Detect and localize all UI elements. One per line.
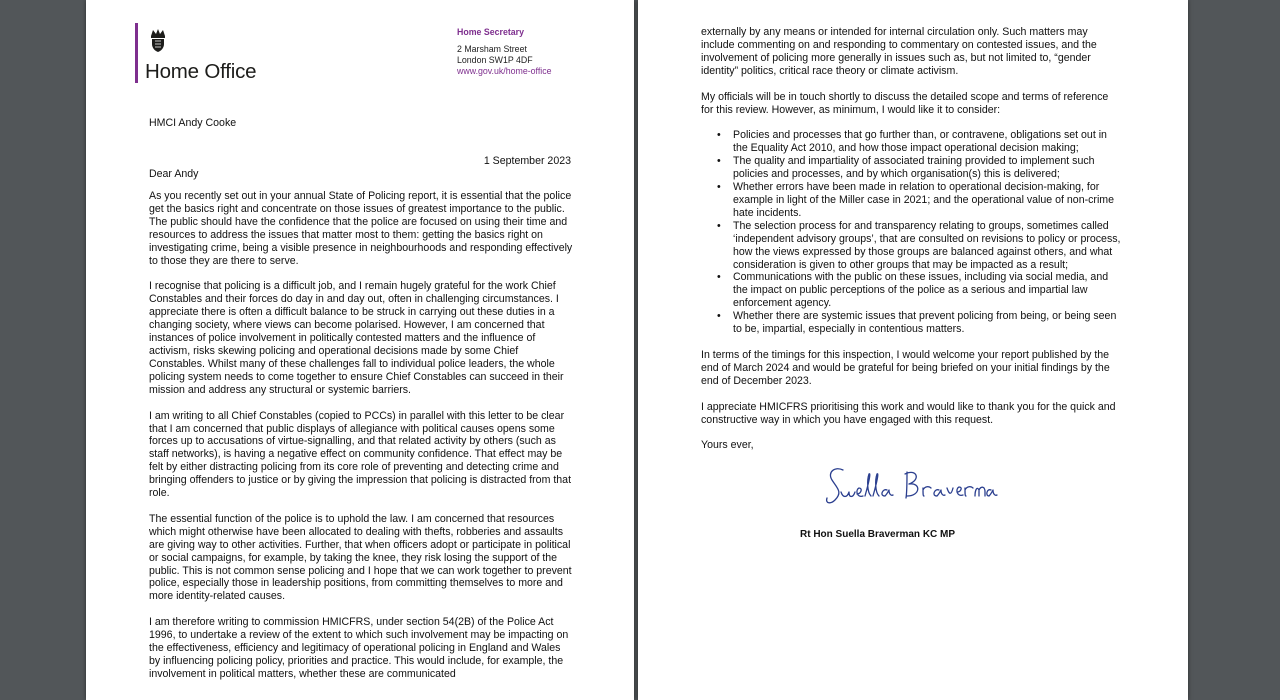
letter-body-left bbox=[149, 190, 574, 694]
logo-text: Home Office bbox=[145, 60, 257, 83]
letter-page-2 bbox=[638, 0, 1188, 700]
body-paragraph: In terms of the timings for this inspection, I would welcome your report published by the end of March 2024 and would be grateful for being briefed on your initial findings by the end of December 2023. bbox=[701, 348, 1110, 387]
address-line-2: London SW1P 4DF bbox=[457, 55, 533, 65]
closing: Yours ever, bbox=[701, 439, 754, 452]
list-item: • The selection process for and transparency relating to groups, sometimes called ‘independent advisory groups’, that are consulted on revisions to policy or process, how the views expressed by those groups are balanced against others, and what consideration is given to other groups that may be impacted as a result; bbox=[733, 220, 1121, 272]
body-paragraph: I am writing to all Chief Constables (copied to PCCs) in parallel with this letter to be clear that I am concerned that public displays of allegiance with political causes opens some forces up to accusations of virtue-signalling, and that related activity by others (such as staff networks), is having a negative effect on community confidence. That effect may be felt by either distracting policing from its core role of preventing and detecting crime and bringing offenders to justice or by giving the impression that policing is distracted from that role. bbox=[149, 409, 572, 500]
body-paragraph: The essential function of the police is to uphold the law. I am concerned that resources which might otherwise have been allocated to dealing with thefts, robberies and assaults are giving way to other activities. Further, that when officers adopt or participate in political or social campaigns, for example, by taking the knee, they risk losing the support of the public. This is not common sense policing and I hope that we can work together to prevent police, especially those in leadership positions, from committing themselves to more and more identity-related causes. bbox=[149, 512, 572, 603]
body-paragraph: externally by any means or intended for internal circulation only. Such matters may include commenting on and responding to commentary on contested issues, and the involvement of policing more generally in issues such as, but not limited to, “gender identity” politics, critical race theory or climate activism. bbox=[701, 26, 1097, 77]
sender-title: Home Secretary bbox=[457, 27, 524, 37]
salutation: Dear Andy bbox=[149, 168, 199, 180]
logo-brand-bar bbox=[135, 23, 138, 83]
scope-bullet-list bbox=[701, 129, 1121, 336]
list-item: • The quality and impartiality of associated training provided to implement such policies and processes, and by which organisation(s) this is delivered; bbox=[733, 155, 1121, 181]
sender-address-block bbox=[457, 27, 552, 77]
recipient: HMCI Andy Cooke bbox=[149, 117, 237, 129]
letter-date: 1 September 2023 bbox=[483, 155, 571, 167]
website-link[interactable]: www.gov.uk/home-office bbox=[457, 66, 552, 76]
body-paragraph: I recognise that policing is a difficult job, and I remain hugely grateful for the work Chief Constables and their forces do day in and day out, often in challenging circumstances. I appreciate there is often a difficult balance to be struck in carrying out these duties in a changing society, where views can become polarised. However, I am concerned that instances of police involvement in politically contested matters and the influence of activism, risks skewing policing and operational decisions made by some Chief Constables. Whilst many of these challenges fall to individual police leaders, the whole policing system needs to come together to ensure Chief Constables can succeed in their mission and address any structural or systemic barriers. bbox=[149, 280, 564, 396]
list-item: • Communications with the public on these issues, including via social media, and the impact on public perceptions of the police as a serious and impartial law enforcement agency. bbox=[733, 271, 1121, 310]
body-paragraph: I appreciate HMICFRS prioritising this work and would like to thank you for the quick and constructive way in which you have engaged with this request. bbox=[701, 400, 1116, 426]
royal-crest-icon bbox=[147, 27, 169, 53]
body-paragraph: As you recently set out in your annual State of Policing report, it is essential that the police get the basics right and concentrate on those issues of greatest importance to the public. The public should have the confidence that the police are focused on using their time and resources to address the issues that matter most to them: getting the basics right on investigating crime, being a visible presence in neighbourhoods and responding effectively to those they are there to serve. bbox=[149, 190, 573, 267]
body-paragraph: I am therefore writing to commission HMICFRS, under section 54(2B) of the Police Act 1996, to undertake a review of the extent to which such involvement may be impacting on the effectiveness, efficiency and legitimacy of operational policing in England and Wales by influencing policing policy, priorities and practice. This would include, for example, the involvement in political matters, whether these are communicated bbox=[149, 616, 569, 680]
letter-page-1 bbox=[86, 0, 634, 700]
signatory-name: Rt Hon Suella Braverman KC MP bbox=[800, 529, 956, 540]
list-item: • Policies and processes that go further than, or contravene, obligations set out in the Equality Act 2010, and how those impact operational decision making; bbox=[733, 129, 1121, 155]
handwritten-signature bbox=[823, 462, 998, 510]
address-line-1: 2 Marsham Street bbox=[457, 44, 527, 54]
list-item: • Whether there are systemic issues that prevent policing from being, or being seen to be, impartial, especially in contentious matters. bbox=[733, 310, 1121, 336]
body-paragraph: My officials will be in touch shortly to discuss the detailed scope and terms of reference for this review. However, as minimum, I would like it to consider: bbox=[701, 90, 1109, 116]
letter-body-right bbox=[701, 26, 1121, 465]
list-item: • Whether errors have been made in relation to operational decision-making, for example in light of the Miller case in 2021; and the operational value of non-crime hate incidents. bbox=[733, 181, 1121, 220]
